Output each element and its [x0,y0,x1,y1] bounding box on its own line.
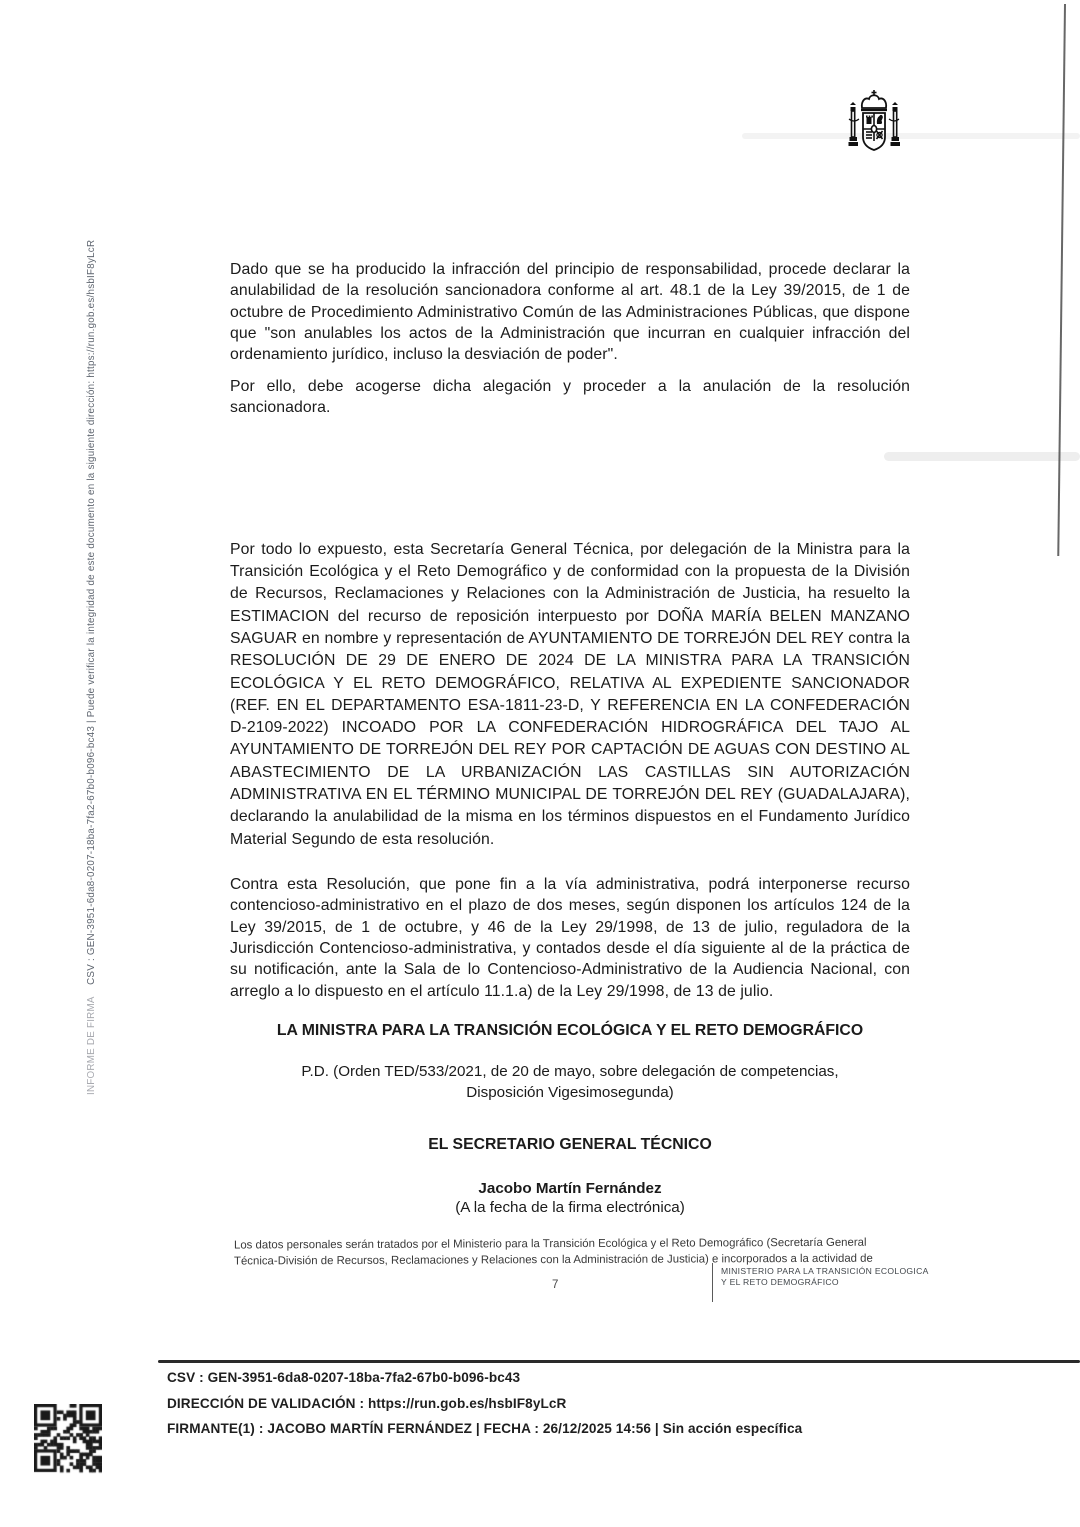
privacy-notice-line-2: Técnica-División de Recursos, Reclamaciones y Relaciones con la Administración de Justicia) e incorporados a la actividad de [233,1252,873,1268]
page-number: 7 [552,1279,559,1291]
secretary-heading: EL SECRETARIO GENERAL TÉCNICO [428,1136,712,1153]
sidebar-report-label: INFORME DE FIRMA [86,996,97,1095]
scan-artifact-streak [884,452,1080,461]
signer-note: (A la fecha de la firma electrónica) [455,1199,685,1216]
minister-heading: LA MINISTRA PARA LA TRANSICIÓN ECOLÓGICA Y EL RETO DEMOGRÁFICO [276,1022,864,1039]
privacy-notice-line-1: Los datos personales serán tratados por el Ministerio para la Transición Ecológica y el Reto Demográfico (Secretaría General [233,1236,867,1252]
ministry-stamp-line-1: MINISTERIO PARA LA TRANSICIÓN ECOLOGICA [721,1266,929,1276]
delegation-line-2: Disposición Vigesimosegunda) [466,1084,674,1101]
footer-signer: FIRMANTE(1) : JACOBO MARTÍN FERNÁNDEZ | FECHA : 26/12/2025 14:56 | Sin acción específica [167,1421,803,1436]
ministry-stamp-line-2: Y EL RETO DEMOGRÁFICO [721,1277,839,1287]
footer-validation-url: DIRECCIÓN DE VALIDACIÓN : https://run.gob.es/hsbIF8yLcR [167,1396,567,1411]
signature-report-sidebar [86,90,97,1095]
paragraph-resolucion: Por todo lo expuesto, esta Secretaría General Técnica, por delegación de la Ministra para la Transición Ecológica y el Reto Demográfico y de conformidad con la propuesta de la División de Recursos, Reclamaciones y Relaciones con la Administración de Justicia, ha resuelto la ESTIMACION del recurso de reposición interpuesto por DOÑA MARÍA BELEN MANZANO SAGUAR en nombre y representación de AYUNTAMIENTO DE TORREJÓN DEL REY contra la RESOLUCIÓN DE 29 DE ENERO DE 2024 DE LA MINISTRA PARA LA TRANSICIÓN ECOLÓGICA Y EL RETO DEMOGRÁFICO, RELATIVA AL EXPEDIENTE SANCIONADOR (REF. EN EL DEPARTAMENTO ESA-1811-23-D, Y REFERENCIA EN LA CONFEDERACIÓN D-2109-2022) INCOADO POR LA CONFEDERACIÓN HIDROGRÁFICA DEL TAJO AL AYUNTAMIENTO DE TORREJÓN DEL REY POR CAPTACIÓN DE AGUAS CON DESTINO AL ABASTECIMIENTO DE LA URBANIZACIÓN LAS CASTILLAS SIN AUTORIZACIÓN ADMINISTRATIVA EN EL TÉRMINO MUNICIPAL DE TORREJÓN DEL REY (GUADALAJARA), declarando la anulabilidad de la misma en los términos dispuestos en el Fundamento Jurídico Material Segundo de esta resolución. [230,540,910,848]
signer-name: Jacobo Martín Fernández [478,1180,662,1197]
paragraph-recurso: Contra esta Resolución, que pone fin a la vía administrativa, podrá interponerse recurso contencioso-administrativo en el plazo de dos meses, según disponen los artículos 124 de la Ley 39/2015, de 1 de octubre, y 46 de la Ley 29/1998, de 13 de julio, reguladora de la Jurisdicción Contencioso-administrativa, y contados desde el día siguiente al de la práctica de su notificación, ante la Sala de lo Contencioso-Administrativo de la Audiencia Nacional, con arreglo a lo dispuesto en el artículo 11.1.a) de la Ley 29/1998, de 13 de julio. [230,875,910,1000]
qr-code [34,1404,102,1474]
scan-artifact-line [1057,4,1066,556]
scan-artifact-streak [742,133,1080,139]
footer-divider [158,1360,1080,1363]
footer-csv: CSV : GEN-3951-6da8-0207-18ba-7fa2-67b0-b096-bc43 [167,1370,521,1385]
paragraph-anulabilidad: Dado que se ha producido la infracción del principio de responsabilidad, procede declarar la anulabilidad de la resolución sancionadora conforme al art. 48.1 de la Ley 39/2015, de 1 de octubre de Procedimiento Administrativo Común de las Administraciones Públicas, que dispone que "son anulables los actos de la Administración que incurran en cualquier infracción del ordenamiento jurídico, incluso la desviación de poder". [230,260,910,364]
delegation-line-1: P.D. (Orden TED/533/2021, de 20 de mayo, sobre delegación de competencias, [301,1063,839,1080]
ministry-stamp [712,1263,929,1302]
spain-coat-of-arms-icon [842,89,906,170]
sidebar-verification-text: CSV : GEN-3951-6da8-0207-18ba-7fa2-67b0-b096-bc43 | Puede verificar la integridad de este documento en la siguiente dirección: https://run.gob.es/hsbIF8yLcR [86,239,97,985]
paragraph-por-ello: Por ello, debe acogerse dicha alegación y proceder a la anulación de la resolución sancionadora. [230,377,910,417]
